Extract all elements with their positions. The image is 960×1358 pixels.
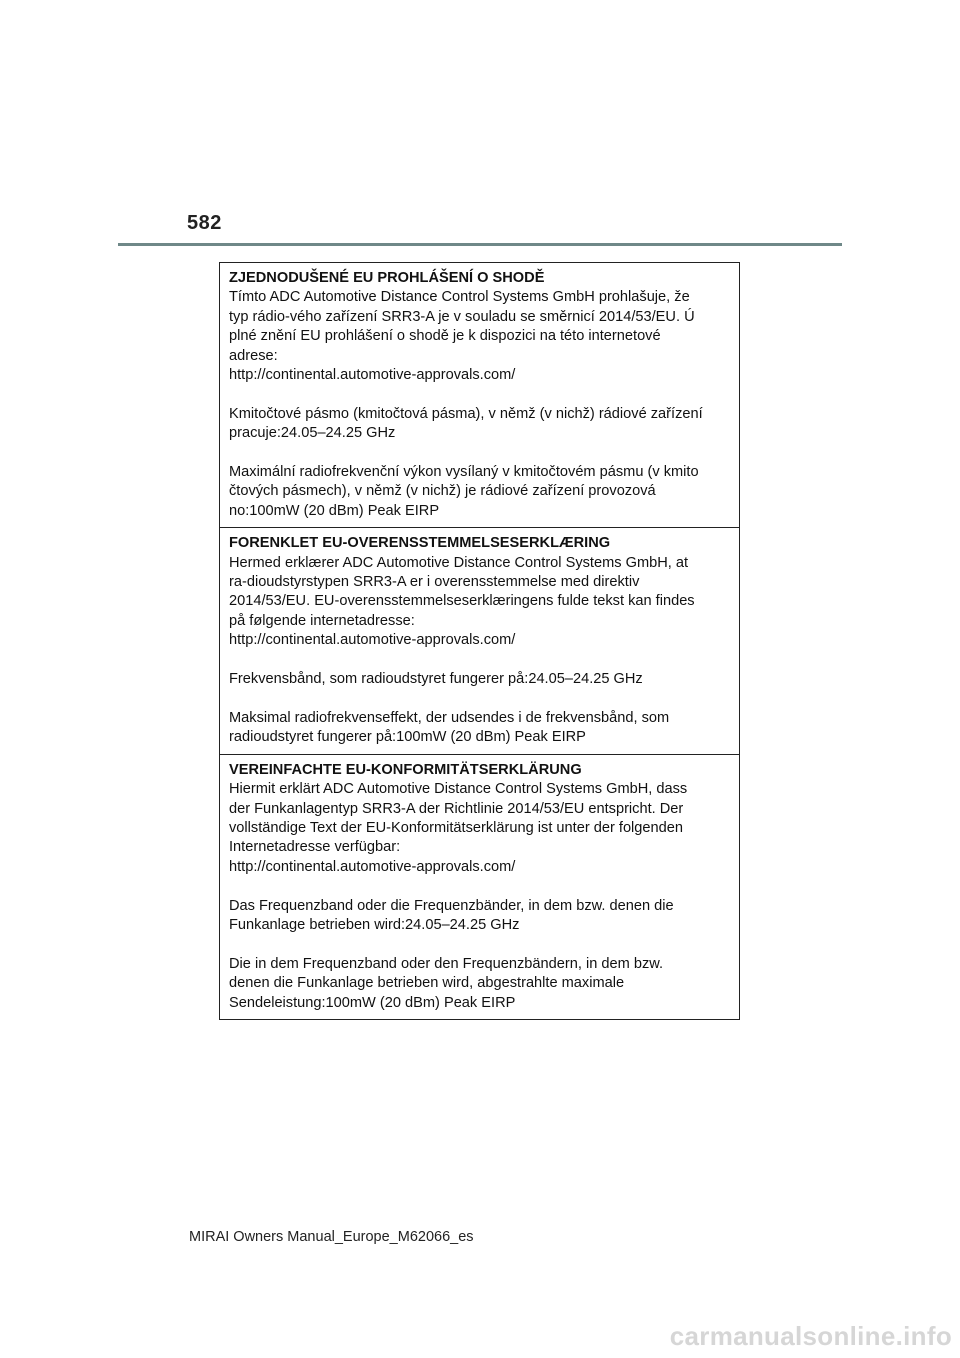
- declaration-text-line: http://continental.automotive-approvals.com/: [229, 367, 516, 384]
- declaration-text-line: denen die Funkanlage betrieben wird, abgestrahlte maximale: [229, 975, 625, 992]
- declaration-title: ZJEDNODUŠENÉ EU PROHLÁŠENÍ O SHODĚ: [229, 270, 545, 286]
- paragraph-gap: [229, 385, 730, 404]
- declaration-text-line: Sendeleistung:100mW (20 dBm) Peak EIRP: [229, 994, 516, 1011]
- declaration-text-line: på følgende internetadresse:: [229, 612, 415, 629]
- declaration-text-line: Das Frequenzband oder die Frequenzbänder, in dem bzw. denen die: [229, 897, 674, 914]
- declaration-title: VEREINFACHTE EU-KONFORMITÄTSERKLÄRUNG: [229, 761, 582, 778]
- declaration-text-line: Die in dem Frequenzband oder den Frequenzbändern, in dem bzw.: [229, 955, 664, 972]
- declaration-text-line: no:100mW (20 dBm) Peak EIRP: [229, 502, 440, 519]
- paragraph-gap: [229, 877, 730, 896]
- declaration-text-line: Hermed erklærer ADC Automotive Distance Control Systems GmbH, at: [229, 554, 689, 571]
- declaration-text-line: 2014/53/EU. EU-overensstemmelseserklæringens fulde tekst kan findes: [229, 593, 695, 610]
- declaration-text-line: Hiermit erklärt ADC Automotive Distance Control Systems GmbH, dass: [229, 781, 688, 798]
- declaration-text-line: http://continental.automotive-approvals.com/: [229, 858, 516, 875]
- declaration-text-line: Tímto ADC Automotive Distance Control Systems GmbH prohlašuje, že: [229, 289, 690, 306]
- declarations-table: [219, 262, 740, 1020]
- declaration-text-line: pracuje:24.05–24.25 GHz: [229, 425, 396, 442]
- declaration-text-line: Maksimal radiofrekvenseffekt, der udsendes i de frekvensbånd, som: [229, 709, 670, 726]
- declaration-text-line: Frekvensbånd, som radioudstyret fungerer på:24.05–24.25 GHz: [229, 671, 643, 688]
- footer-manual-id: MIRAI Owners Manual_Europe_M62066_es: [189, 1229, 474, 1245]
- watermark: carmanualsonline.info: [669, 1321, 952, 1351]
- declaration-text-line: vollständige Text der EU-Konformitätserklärung ist unter der folgenden: [229, 819, 684, 836]
- paragraph-gap: [229, 935, 730, 954]
- declaration-text-line: adrese:: [229, 347, 278, 364]
- header-rule: [118, 243, 842, 246]
- declaration-text-line: Internetadresse verfügbar:: [229, 839, 401, 856]
- declaration-text-line: Funkanlage betrieben wird:24.05–24.25 GHz: [229, 916, 520, 933]
- declaration-section: [220, 754, 739, 1019]
- declaration-text-line: Maximální radiofrekvenční výkon vysílaný v kmitočtovém pásmu (v kmito: [229, 464, 699, 481]
- declaration-text-line: Kmitočtové pásmo (kmitočtová pásma), v němž (v nichž) rádiové zařízení: [229, 405, 703, 422]
- declaration-text-line: ra-dioudstyrstypen SRR3-A er i overensstemmelse med direktiv: [229, 574, 640, 591]
- declaration-text-line: typ rádio-vého zařízení SRR3-A je v souladu se směrnicí 2014/53/EU. Ú: [229, 308, 695, 325]
- paragraph-gap: [229, 689, 730, 708]
- declaration-text-line: http://continental.automotive-approvals.com/: [229, 632, 516, 649]
- paragraph-gap: [229, 444, 730, 463]
- declaration-text-line: plné znění EU prohlášení o shodě je k dispozici na této internetové: [229, 328, 661, 345]
- page-number: 582: [187, 212, 222, 234]
- declaration-text-line: čtových pásmech), v němž (v nichž) je rádiové zařízení provozová: [229, 483, 656, 500]
- declaration-text-line: der Funkanlagentyp SRR3-A der Richtlinie 2014/53/EU entspricht. Der: [229, 800, 684, 817]
- declaration-section: [220, 263, 739, 527]
- declaration-section: [220, 527, 739, 753]
- paragraph-gap: [229, 651, 730, 670]
- declaration-title: FORENKLET EU-OVERENSSTEMMELSESERKLÆRING: [229, 535, 611, 552]
- declaration-text-line: radioudstyret fungerer på:100mW (20 dBm) Peak EIRP: [229, 729, 586, 746]
